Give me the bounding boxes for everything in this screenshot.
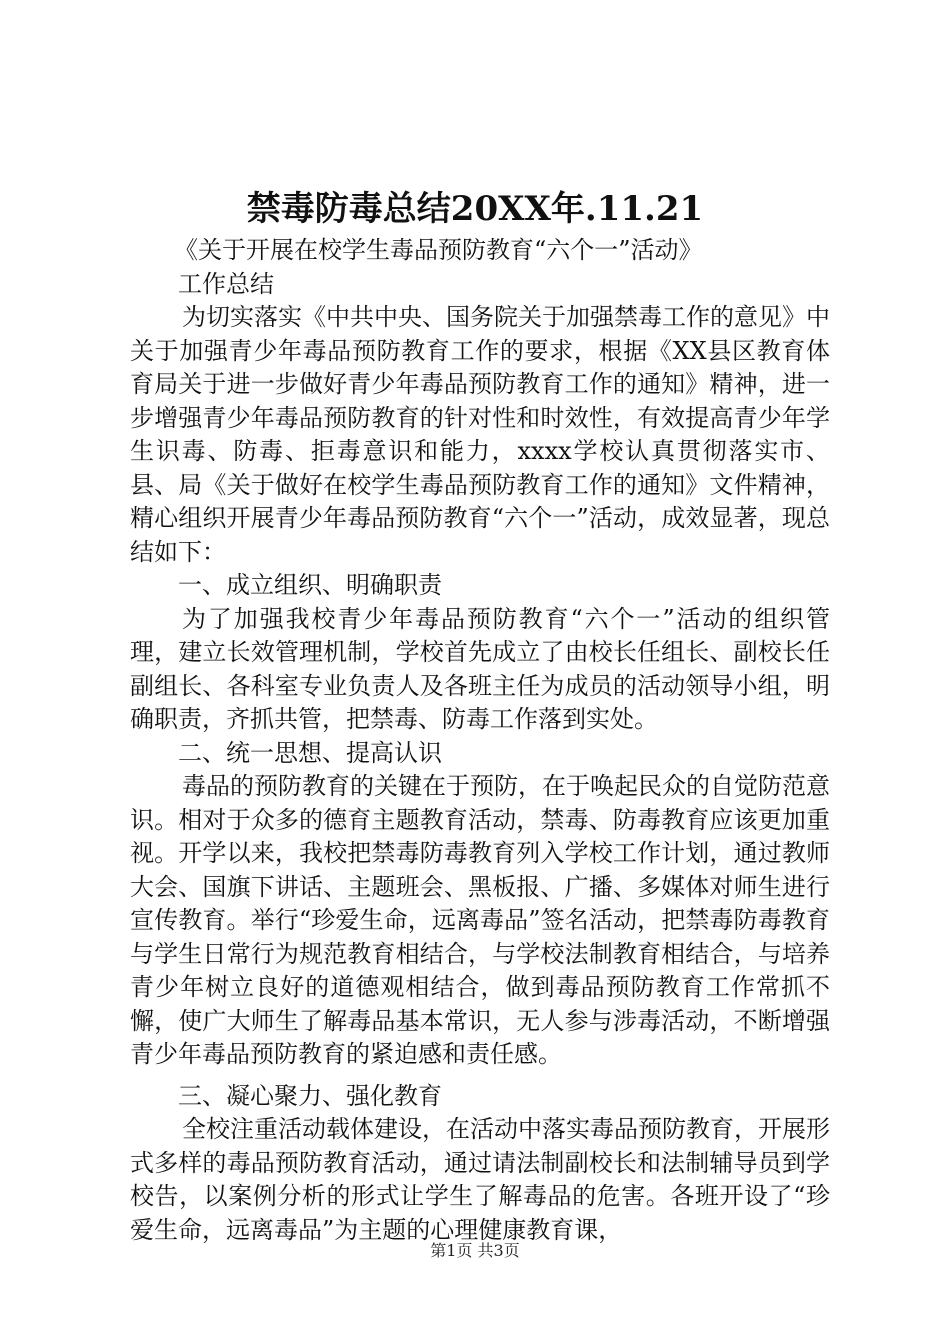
document-subtitle: 《关于开展在校学生毒品预防教育“六个一”活动》 bbox=[174, 236, 703, 264]
section-heading-3: 三、凝心聚力、强化教育 bbox=[178, 1081, 442, 1110]
section-heading-2: 二、统一思想、提高认识 bbox=[178, 738, 442, 767]
document-subtitle-continued: 工作总结 bbox=[178, 269, 274, 298]
document-body bbox=[130, 234, 830, 1247]
section-heading-1: 一、成立组织、明确职责 bbox=[178, 571, 442, 599]
page-footer: 第1页 共3页 bbox=[430, 1241, 520, 1260]
document-title: 禁毒防毒总结20XX年.11.21 bbox=[246, 189, 704, 229]
section-paragraph-2: 毒品的预防教育的关键在于预防，在于唤起民众的自觉防范意识。相对于众多的德育主题教育活动，禁毒、防毒教育应该更加重视。开学以来，我校把禁毒防毒教育列入学校工作计划，通过教师大会、国旗下讲话、主题班会、黑板报、广播、多媒体对师生进行宣传教育。举行“珍爱生命，远离毒品”签名活动，把禁毒防毒教育与学生日常行为规范教育相结合，与学校法制教育相结合，与培养青少年树立良好的道德观相结合，做到毒品预防教育工作常抓不懈，使广大师生了解毒品基本常识，无人参与涉毒活动，不断增强青少年毒品预防教育的紧迫感和责任感。 bbox=[130, 772, 830, 1068]
section-paragraph-3: 全校注重活动载体建设，在活动中落实毒品预防教育，开展形式多样的毒品预防教育活动，通过请法制副校长和法制辅导员到学校告，以案例分析的形式让学生了解毒品的危害。各班开设了“珍爱生命，远离毒品”为主题的心理健康教育课， bbox=[130, 1115, 830, 1244]
section-paragraph-1: 为了加强我校青少年毒品预防教育“六个一”活动的组织管理，建立长效管理机制，学校首先成立了由校长任组长、副校长任副组长、各科室专业负责人及各班主任为成员的活动领导小组，明确职责，齐抓共管，把禁毒、防毒工作落到实处。 bbox=[130, 604, 830, 733]
intro-paragraph: 为切实落实《中共中央、国务院关于加强禁毒工作的意见》中关于加强青少年毒品预防教育工作的要求，根据《XX县区教育体育局关于进一步做好青少年毒品预防教育工作的通知》精神，进一步增强青少年毒品预防教育的针对性和时效性，有效提高青少年学生识毒、防毒、拒毒意识和能力，xxxx学校认真贯彻落实市、县、局《关于做好在校学生毒品预防教育工作的通知》文件精神，精心组织开展青少年毒品预防教育“六个一”活动，成效显著，现总结如下： bbox=[130, 303, 830, 566]
